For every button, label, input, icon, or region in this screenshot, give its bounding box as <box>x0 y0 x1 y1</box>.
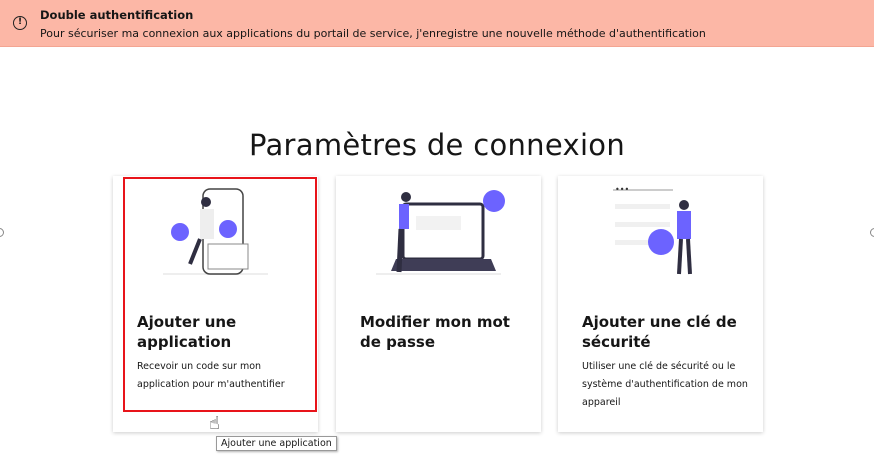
page-title: Paramètres de connexion <box>248 128 626 162</box>
carousel-next-button[interactable] <box>870 228 874 237</box>
tooltip: Ajouter une application <box>216 436 337 451</box>
card-change-password[interactable] <box>336 176 541 432</box>
card-add-security-key[interactable] <box>558 176 763 432</box>
card-description: Utiliser une clé de sécurité ou le système d'authentification de mon appareil <box>582 361 748 408</box>
hand-cursor-icon: ☝ <box>209 413 220 434</box>
card-title: Modifier mon mot de passe <box>360 313 510 351</box>
card-title: Ajouter une application <box>137 313 237 351</box>
carousel-prev-button[interactable] <box>0 228 4 237</box>
banner-title: Double authentification <box>40 8 194 22</box>
alert-banner <box>0 0 874 47</box>
banner-description: Pour sécuriser ma connexion aux applications du portail de service, j'enregistre une nouvelle méthode d'authentification <box>40 27 706 40</box>
svg-text:•••: ••• <box>615 185 630 194</box>
laptop-illustration-icon <box>371 184 511 284</box>
card-title: Ajouter une clé de sécurité <box>582 313 737 351</box>
security-key-illustration-icon <box>593 184 733 284</box>
selection-highlight <box>123 177 317 412</box>
card-description: Recevoir un code sur mon application pour m'authentifier <box>137 361 285 390</box>
info-circle-icon: ! <box>13 16 27 30</box>
